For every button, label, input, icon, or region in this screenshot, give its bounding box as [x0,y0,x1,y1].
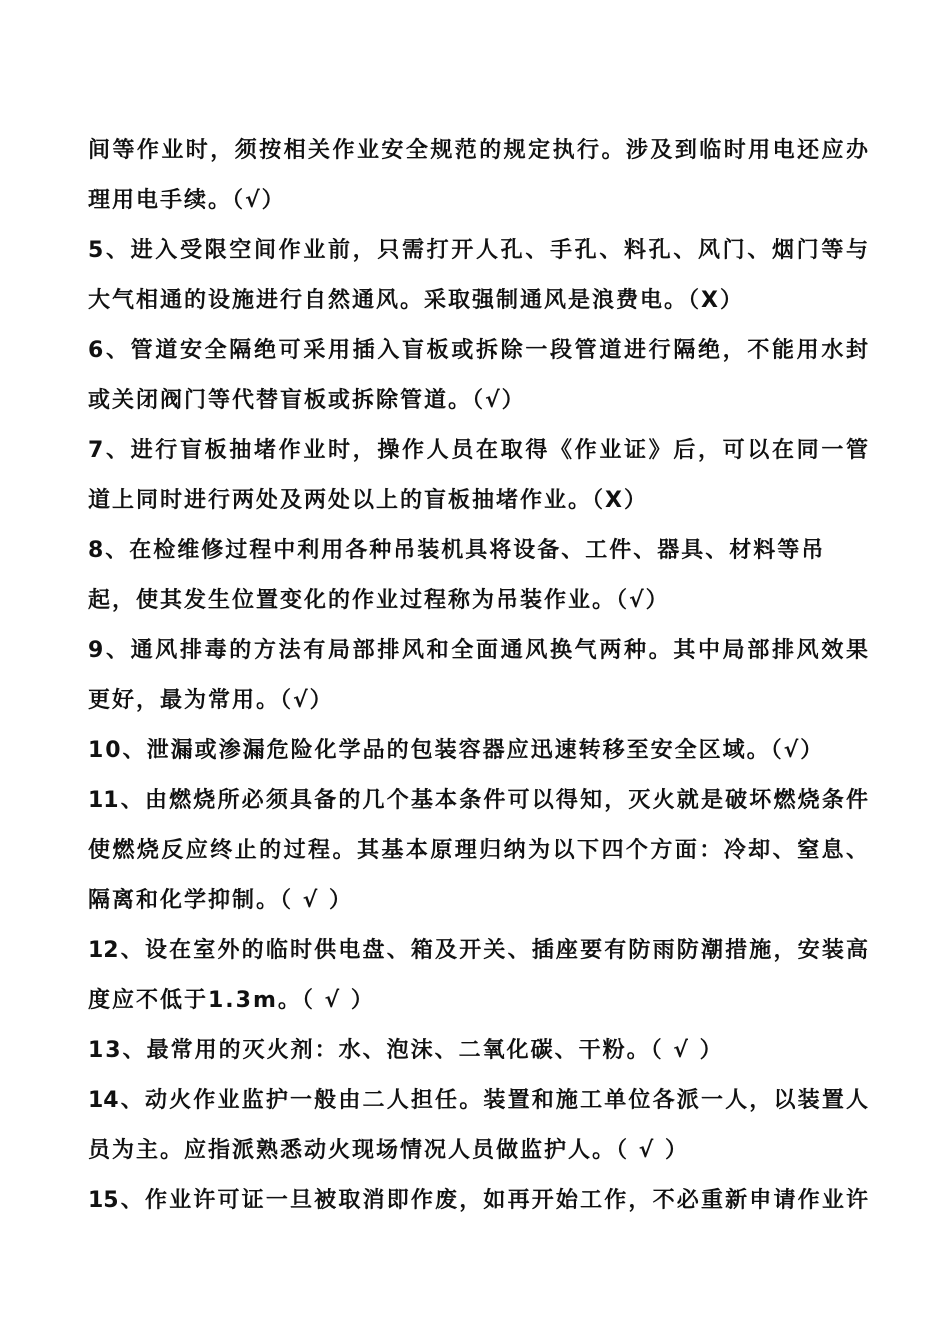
text-line: 10、泄漏或渗漏危险化学品的包装容器应迅速转移至安全区域。（√） [88,738,825,763]
text-line: 理用电手续。（√） [88,188,286,213]
text-line: 11、由燃烧所必须具备的几个基本条件可以得知，灭火就是破坏燃烧条件 [88,788,868,813]
text-line: 间等作业时，须按相关作业安全规范的规定执行。涉及到临时用电还应办 [88,138,868,163]
text-line: 9、通风排毒的方法有局部排风和全面通风换气两种。其中局部排风效果 [88,638,868,663]
text-line: 大气相通的设施进行自然通风。采取强制通风是浪费电。（X） [88,288,744,313]
text-line: 7、进行盲板抽堵作业时，操作人员在取得《作业证》后，可以在同一管 [88,438,868,463]
text-line: 起，使其发生位置变化的作业过程称为吊装作业。（√） [88,588,670,613]
text-line: 道上同时进行两处及两处以上的盲板抽堵作业。（X） [88,488,648,513]
text-line: 度应不低于1.3m。（ √ ） [88,988,375,1013]
text-line: 更好，最为常用。（√） [88,688,334,713]
text-line: 12、设在室外的临时供电盘、箱及开关、插座要有防雨防潮措施，安装高 [88,938,868,963]
text-line: 8、在检维修过程中利用各种吊装机具将设备、工件、器具、材料等吊 [88,538,826,563]
text-line: 或关闭阀门等代替盲板或拆除管道。（√） [88,388,526,413]
text-line: 14、动火作业监护一般由二人担任。装置和施工单位各派一人，以装置人 [88,1088,868,1113]
text-line: 员为主。应指派熟悉动火现场情况人员做监护人。（ √ ） [88,1138,689,1163]
text-line: 13、最常用的灭火剂：水、泡沫、二氧化碳、干粉。（ √ ） [88,1038,724,1063]
text-line: 隔离和化学抑制。（ √ ） [88,888,353,913]
text-line: 5、进入受限空间作业前，只需打开人孔、手孔、料孔、风门、烟门等与 [88,238,868,263]
text-line: 6、管道安全隔绝可采用插入盲板或拆除一段管道进行隔绝，不能用水封 [88,338,868,363]
text-line: 15、作业许可证一旦被取消即作废，如再开始工作，不必重新申请作业许 [88,1188,868,1213]
text-line: 使燃烧反应终止的过程。其基本原理归纳为以下四个方面：冷却、窒息、 [88,838,868,863]
